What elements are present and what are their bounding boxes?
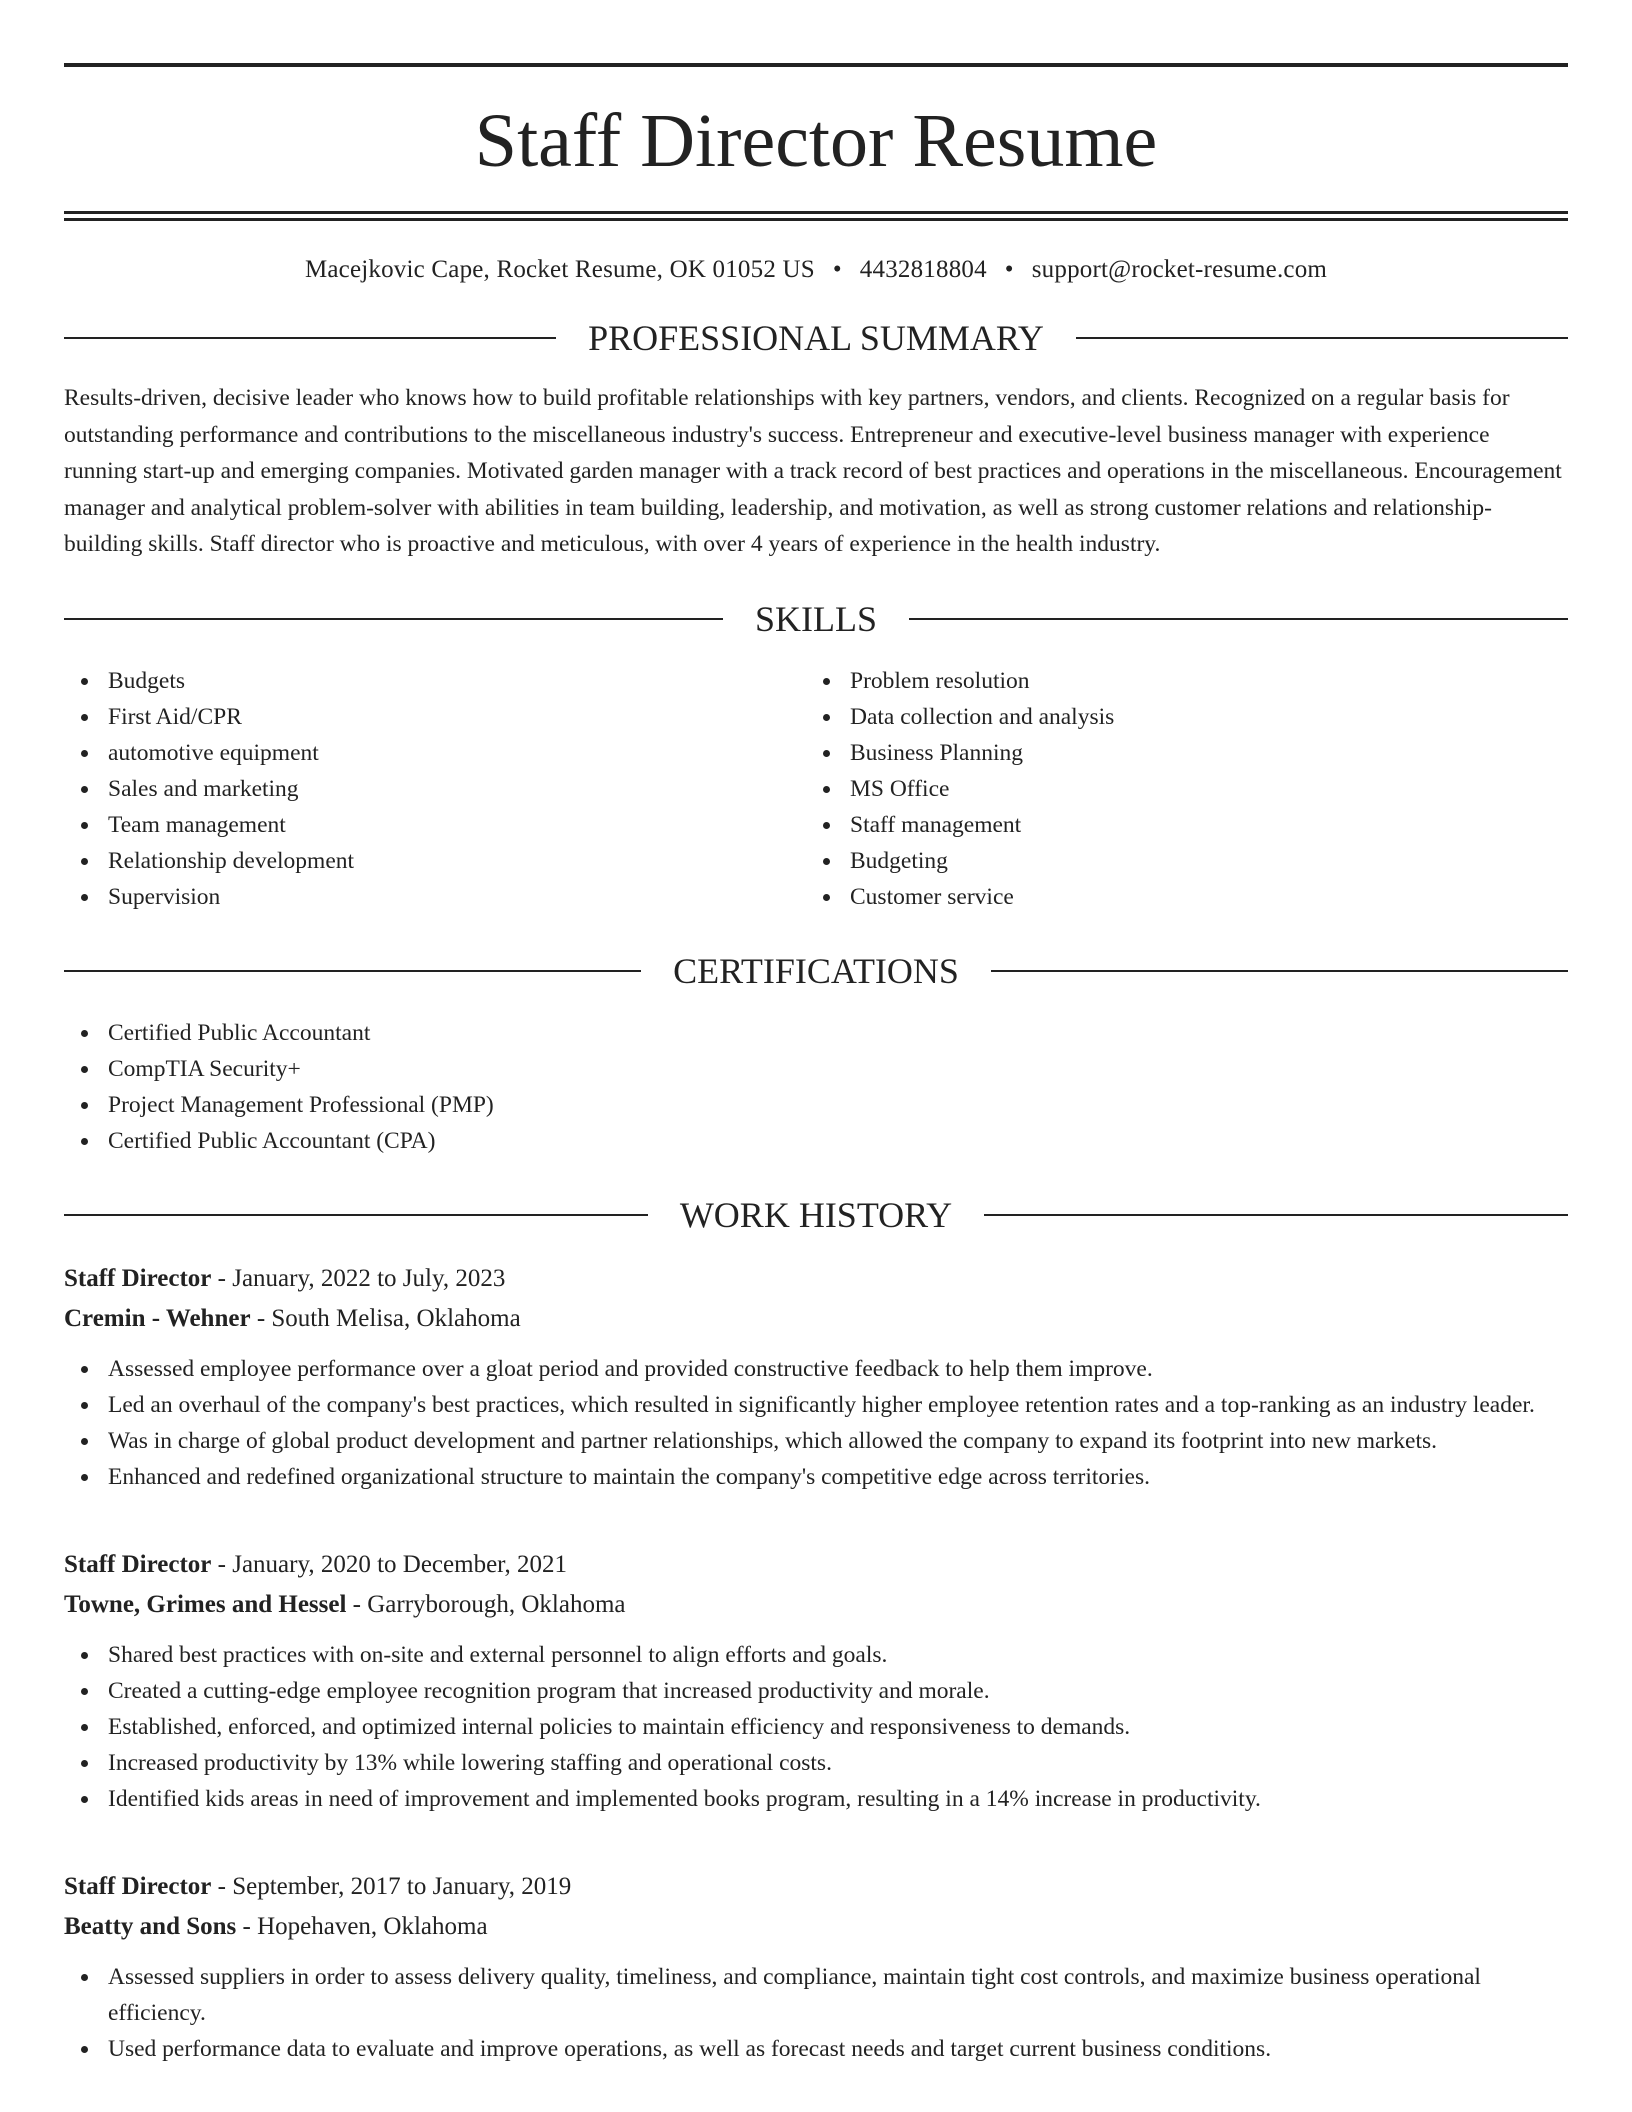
section-title: CERTIFICATIONS: [673, 950, 959, 991]
skills-list: [64, 663, 1568, 915]
section-title: SKILLS: [755, 598, 878, 639]
certifications-list: [64, 1015, 1568, 1159]
job-bullet: Enhanced and redefined organizational structure to maintain the company's competitive edge across territories.: [64, 1459, 1568, 1495]
job-company-line: [64, 1299, 1568, 1339]
title-double-rule: [64, 211, 1568, 221]
section-header-certifications: [64, 950, 1568, 991]
job-bullet: Used performance data to evaluate and improve operations, as well as forecast needs and target current business conditions.: [64, 2031, 1568, 2067]
contact-address: Macejkovic Cape, Rocket Resume, OK 01052 US: [304, 256, 815, 283]
section-header-work-history: [64, 1194, 1568, 1235]
job-bullets: [64, 1637, 1568, 1817]
certification-item: Project Management Professional (PMP): [64, 1087, 1568, 1123]
job-bullet: Was in charge of global product development and partner relationships, which allowed the company to expand its footprint into new markets.: [64, 1423, 1568, 1459]
section-rule: [991, 970, 1568, 972]
job-title: Staff Director: [64, 1872, 212, 1900]
skill-item: Team management: [64, 807, 806, 843]
job-title-line: [64, 1259, 1568, 1299]
resume-page: [64, 0, 1568, 2067]
skill-item: Business Planning: [806, 735, 1548, 771]
job-bullet: Established, enforced, and optimized internal policies to maintain efficiency and responsiveness to demands.: [64, 1709, 1568, 1745]
section-rule: [64, 1214, 648, 1216]
skill-item: Supervision: [64, 879, 806, 915]
job-title: Staff Director: [64, 1550, 212, 1578]
job-entry: [64, 1867, 1568, 2067]
contact-line: [64, 257, 1568, 282]
certification-item: Certified Public Accountant: [64, 1015, 1568, 1051]
section-rule: [64, 337, 556, 339]
job-company: Towne, Grimes and Hessel: [64, 1590, 347, 1618]
job-bullet: Assessed employee performance over a gloat period and provided constructive feedback to help them improve.: [64, 1351, 1568, 1387]
job-dates: - September, 2017 to January, 2019: [211, 1872, 572, 1900]
job-company-line: [64, 1907, 1568, 1947]
job-bullet: Created a cutting-edge employee recognition program that increased productivity and morale.: [64, 1673, 1568, 1709]
skill-item: Sales and marketing: [64, 771, 806, 807]
skill-item: Customer service: [806, 879, 1548, 915]
job-location: - Hopehaven, Oklahoma: [236, 1912, 488, 1940]
contact-separator: •: [832, 256, 842, 283]
job-bullet: Identified kids areas in need of improvement and implemented books program, resulting in a 14% increase in productivity.: [64, 1781, 1568, 1817]
skill-item: First Aid/CPR: [64, 699, 806, 735]
section-rule: [909, 618, 1568, 620]
skill-item: Budgeting: [806, 843, 1548, 879]
certification-item: Certified Public Accountant (CPA): [64, 1123, 1568, 1159]
section-rule: [1076, 337, 1568, 339]
job-company: Beatty and Sons: [64, 1912, 237, 1940]
job-title-line: [64, 1545, 1568, 1585]
section-rule: [984, 1214, 1568, 1216]
skill-item: automotive equipment: [64, 735, 806, 771]
job-bullets: [64, 1959, 1568, 2067]
job-dates: - January, 2020 to December, 2021: [211, 1550, 567, 1578]
skill-item: Budgets: [64, 663, 806, 699]
skill-item: Relationship development: [64, 843, 806, 879]
job-bullet: Assessed suppliers in order to assess delivery quality, timeliness, and compliance, maintain tight cost controls, and maximize business operational efficiency.: [64, 1959, 1568, 2031]
professional-summary: Results-driven, decisive leader who knows how to build profitable relationships with key partners, vendors, and clients. Recognized on a regular basis for outstanding performance and contributions to the miscellaneous industry's success. Entrepreneur and executive-level business manager with experience running start-up and emerging companies. Motivated garden manager with a track record of best practices and operations in the miscellaneous. Encouragement manager and analytical problem-solver with abilities in team building, leadership, and motivation, as well as strong customer relations and relationship-building skills. Staff director who is proactive and meticulous, with over 4 years of experience in the health industry.: [64, 385, 1562, 557]
certification-item: CompTIA Security+: [64, 1051, 1568, 1087]
section-header-summary: [64, 320, 1568, 356]
job-bullet: Led an overhaul of the company's best practices, which resulted in significantly higher employee retention rates and a top-ranking as an industry leader.: [64, 1387, 1568, 1423]
section-rule: [64, 970, 641, 972]
contact-phone: 4432818804: [859, 256, 987, 283]
job-bullet: Shared best practices with on-site and external personnel to align efforts and goals.: [64, 1637, 1568, 1673]
section-title: PROFESSIONAL SUMMARY: [588, 318, 1044, 358]
job-company: Cremin - Wehner: [64, 1304, 251, 1332]
skill-item: Problem resolution: [806, 663, 1548, 699]
page-title: Staff Director Resume: [474, 99, 1158, 183]
skill-item: Staff management: [806, 807, 1548, 843]
skill-item: MS Office: [806, 771, 1548, 807]
job-location: - South Melisa, Oklahoma: [250, 1304, 521, 1332]
job-title: Staff Director: [64, 1264, 212, 1292]
section-rule: [64, 618, 723, 620]
job-bullets: [64, 1351, 1568, 1495]
job-title-line: [64, 1867, 1568, 1907]
job-entry: [64, 1545, 1568, 1817]
skills-column-left: [64, 663, 806, 915]
contact-separator: •: [1004, 256, 1014, 283]
job-entry: [64, 1259, 1568, 1495]
section-title: WORK HISTORY: [679, 1194, 953, 1235]
job-bullet: Increased productivity by 13% while lowering staffing and operational costs.: [64, 1745, 1568, 1781]
job-company-line: [64, 1585, 1568, 1625]
skills-column-right: [806, 663, 1548, 915]
job-location: - Garryborough, Oklahoma: [346, 1590, 626, 1618]
job-dates: - January, 2022 to July, 2023: [211, 1264, 506, 1292]
contact-email: support@rocket-resume.com: [1031, 256, 1328, 283]
title-block: [64, 63, 1568, 221]
skill-item: Data collection and analysis: [806, 699, 1548, 735]
section-header-skills: [64, 598, 1568, 639]
